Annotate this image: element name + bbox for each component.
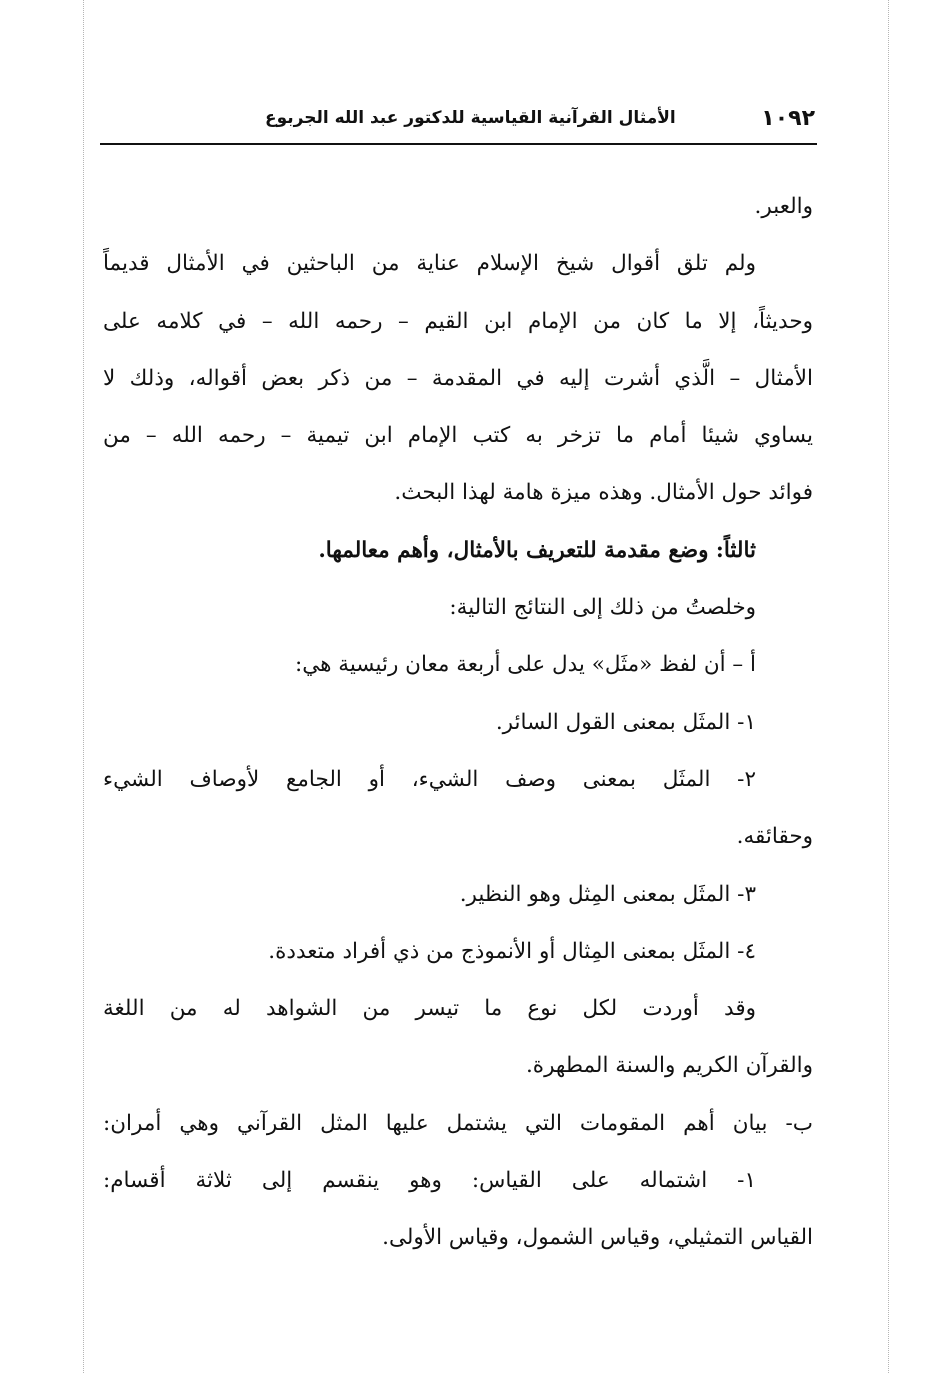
list-item: ١- اشتماله على القياس: وهو ينقسم إلى ثلاثة أقسام: (103, 1168, 756, 1194)
text-line: والعبر. (754, 194, 813, 219)
list-item: ٢- المثَل بمعنى وصف الشيء، أو الجامع لأوصاف الشيء (103, 766, 756, 792)
list-item: ٤- المثَل بمعنى المِثال أو الأنموذج من ذي أفراد متعددة. (268, 938, 756, 964)
list-item: ١- المثَل بمعنى القول السائر. (495, 709, 756, 735)
text-line: وخلصتُ من ذلك إلى النتائج التالية: (449, 595, 756, 621)
text-line: فوائد حول الأمثال. وهذه ميزة هامة لهذا البحث. (394, 480, 813, 506)
section-heading: ثالثاً: وضع مقدمة للتعريف بالأمثال، وأهم معالمها. (318, 537, 756, 563)
page-number: ١٠٩٢ (761, 105, 815, 131)
header-rule (100, 143, 817, 145)
text-line: القياس التمثيلي، وقياس الشمول، وقياس الأولى. (382, 1225, 813, 1251)
text-line: وحديثاً، إلا ما كان من الإمام ابن القيم – رحمه الله – في كلامه على (103, 308, 813, 334)
text-line: ب- بيان أهم المقومات التي يشتمل عليها المثل القرآني وهي أمران: (103, 1110, 813, 1136)
text-line: وحقائقه. (736, 824, 813, 850)
text-line: الأمثال – الَّذي أشرت إليه في المقدمة – من ذكر بعض أقواله، وذلك لا (103, 365, 813, 391)
list-item: ٣- المثَل بمعنى المِثل وهو النظير. (459, 881, 756, 907)
text-line: أ – أن لفظ «مثَل» يدل على أربعة معان رئيسية هي: (294, 652, 756, 678)
left-margin-dots (83, 0, 84, 1373)
page-header (100, 96, 815, 140)
text-line: ولم تلق أقوال شيخ الإسلام عناية من الباحثين في الأمثال قديماً (103, 251, 756, 277)
text-line: وقد أوردت لكل نوع ما تيسر من الشواهد له من اللغة (103, 996, 756, 1022)
body-text (103, 178, 813, 1267)
text-line: يساوي شيئا أمام ما تزخر به كتب الإمام ابن تيمية – رحمه الله – من (103, 423, 813, 449)
right-margin-dots (888, 0, 889, 1373)
text-line: والقرآن الكريم والسنة المطهرة. (525, 1053, 813, 1079)
running-title: الأمثال القرآنية القياسية للدكتور عبد الله الجربوع (265, 108, 676, 128)
